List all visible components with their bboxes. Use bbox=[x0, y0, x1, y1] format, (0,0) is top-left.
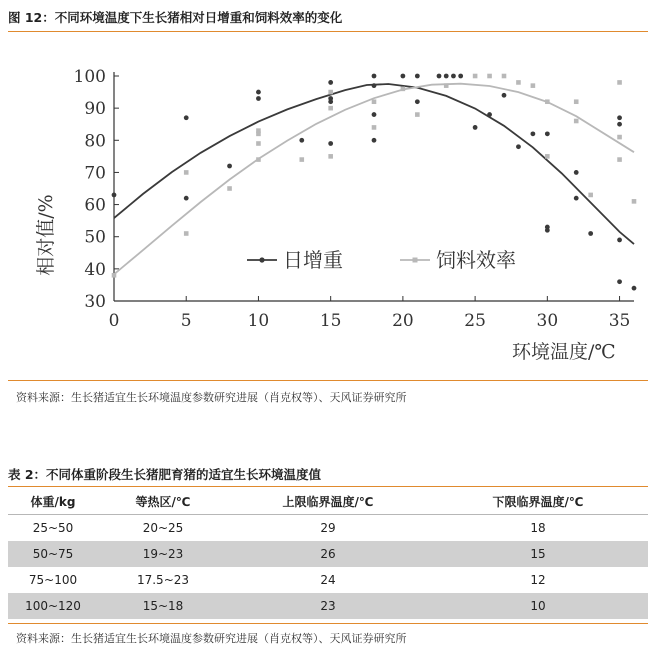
daily-gain-point bbox=[415, 99, 420, 104]
legend-marker-0 bbox=[259, 257, 264, 262]
daily-gain-point bbox=[530, 131, 535, 136]
x-axis-label: 环境温度/℃ bbox=[512, 341, 616, 363]
cell-thermoneutral: 17.5~23 bbox=[136, 573, 190, 587]
figure-title-rule bbox=[8, 31, 648, 32]
daily-gain-point bbox=[451, 74, 456, 79]
feed-efficiency-point bbox=[299, 157, 304, 162]
relative-gain-efficiency-chart bbox=[0, 40, 655, 375]
x-tick-label: 15 bbox=[319, 311, 342, 331]
feed-efficiency-point bbox=[256, 157, 261, 162]
table-bottom-rule bbox=[8, 623, 648, 624]
daily-gain-point bbox=[415, 74, 420, 79]
feed-efficiency-point bbox=[328, 106, 333, 111]
feed-efficiency-point bbox=[531, 83, 536, 88]
y-tick-label: 50 bbox=[84, 227, 106, 248]
feed-efficiency-point bbox=[487, 74, 492, 79]
feed-efficiency-point bbox=[328, 154, 333, 159]
feed-efficiency-point bbox=[112, 273, 117, 278]
x-tick-label: 0 bbox=[108, 311, 120, 331]
y-tick-label: 80 bbox=[84, 131, 106, 152]
cell-thermoneutral: 19~23 bbox=[98, 541, 228, 567]
table-row bbox=[8, 567, 648, 593]
feed-efficiency-point bbox=[574, 119, 579, 124]
cell-upper: 24 bbox=[320, 573, 336, 587]
table-title-rule bbox=[8, 486, 648, 487]
feed-efficiency-point bbox=[184, 231, 189, 236]
daily-gain-point bbox=[184, 115, 189, 120]
cell-weight: 100~120 bbox=[8, 593, 98, 619]
table-row bbox=[8, 593, 648, 619]
figure-source: 资料来源：生长猪适宜生长环境温度参数研究进展（肖克权等）、天风证券研究所 bbox=[16, 391, 407, 404]
feed-efficiency-point bbox=[617, 135, 622, 140]
feed-efficiency-point bbox=[415, 112, 420, 117]
cell-lower: 10 bbox=[428, 593, 648, 619]
table-row bbox=[8, 541, 648, 567]
table-title: 表 2：不同体重阶段生长猪肥育猪的适宜生长环境温度值 bbox=[8, 467, 322, 482]
feed-efficiency-point bbox=[545, 154, 550, 159]
header-weight: 体重/kg bbox=[8, 488, 98, 515]
feed-efficiency-point bbox=[401, 87, 406, 92]
y-tick-label: 100 bbox=[73, 67, 106, 87]
feed-efficiency-point bbox=[588, 193, 593, 198]
daily-gain-point bbox=[328, 99, 333, 104]
x-tick-label: 20 bbox=[392, 311, 414, 331]
x-tick-label: 25 bbox=[464, 311, 486, 331]
cell-upper: 23 bbox=[228, 593, 428, 619]
feed-efficiency-point bbox=[227, 186, 232, 191]
cell-weight: 75~100 bbox=[28, 573, 78, 587]
figure-bottom-rule bbox=[8, 380, 648, 381]
temperature-table bbox=[8, 488, 648, 619]
y-tick-label: 90 bbox=[84, 99, 106, 120]
daily-gain-point bbox=[256, 90, 261, 95]
feed-efficiency-point bbox=[502, 74, 507, 79]
cell-upper: 26 bbox=[228, 541, 428, 567]
daily-gain-point bbox=[458, 74, 463, 79]
daily-gain-point bbox=[487, 112, 492, 117]
cell-weight: 25~50 bbox=[32, 521, 74, 535]
daily-gain-point bbox=[299, 138, 304, 143]
daily-gain-point bbox=[516, 144, 521, 149]
daily-gain-point bbox=[545, 131, 550, 136]
cell-thermoneutral: 20~25 bbox=[142, 521, 184, 535]
feed-efficiency-point bbox=[632, 199, 637, 204]
daily-gain-point bbox=[617, 122, 622, 127]
daily-gain-point bbox=[184, 196, 189, 201]
y-tick-label: 60 bbox=[84, 195, 106, 216]
daily-gain-point bbox=[617, 238, 622, 243]
feed-efficiency-point bbox=[256, 132, 261, 137]
daily-gain-point bbox=[473, 125, 478, 130]
feed-efficiency-point bbox=[372, 125, 377, 130]
daily-gain-point bbox=[256, 96, 261, 101]
daily-gain-point bbox=[617, 115, 622, 120]
daily-gain-point bbox=[545, 228, 550, 233]
feed-efficiency-point bbox=[545, 99, 550, 104]
daily-gain-point bbox=[328, 141, 333, 146]
daily-gain-point bbox=[632, 286, 637, 291]
cell-lower: 12 bbox=[530, 573, 546, 587]
daily-gain-point bbox=[112, 193, 117, 198]
feed-efficiency-point bbox=[444, 83, 449, 88]
feed-efficiency-point bbox=[473, 74, 478, 79]
figure-title: 图 12：不同环境温度下生长猪相对日增重和饲料效率的变化 bbox=[8, 10, 343, 25]
legend-label-1: 饲料效率 bbox=[436, 248, 516, 272]
daily-gain-point bbox=[617, 279, 622, 284]
header-lower-critical: 下限临界温度/℃ bbox=[428, 488, 648, 515]
daily-gain-point bbox=[328, 80, 333, 85]
table-header-row bbox=[8, 488, 648, 515]
y-tick-label: 70 bbox=[84, 163, 106, 184]
series-0-fit-curve bbox=[114, 84, 634, 244]
daily-gain-point bbox=[574, 196, 579, 201]
daily-gain-point bbox=[372, 112, 377, 117]
daily-gain-point bbox=[400, 74, 405, 79]
daily-gain-point bbox=[227, 164, 232, 169]
cell-weight: 50~75 bbox=[8, 541, 98, 567]
feed-efficiency-point bbox=[574, 99, 579, 104]
chart-legend bbox=[247, 248, 516, 272]
x-tick-label: 35 bbox=[608, 311, 631, 331]
feed-efficiency-point bbox=[372, 99, 377, 104]
daily-gain-point bbox=[588, 231, 593, 236]
daily-gain-point bbox=[437, 74, 442, 79]
cell-lower: 15 bbox=[428, 541, 648, 567]
cell-thermoneutral: 15~18 bbox=[98, 593, 228, 619]
x-tick-label: 5 bbox=[180, 311, 192, 331]
daily-gain-point bbox=[502, 93, 507, 98]
x-tick-label: 10 bbox=[247, 311, 270, 331]
daily-gain-point bbox=[372, 83, 377, 88]
header-thermoneutral: 等热区/℃ bbox=[98, 488, 228, 515]
feed-efficiency-point bbox=[328, 90, 333, 95]
cell-upper: 29 bbox=[320, 521, 336, 535]
table-row bbox=[8, 515, 648, 542]
feed-efficiency-point bbox=[256, 141, 261, 146]
feed-efficiency-point bbox=[617, 157, 622, 162]
x-tick-label: 30 bbox=[536, 311, 559, 331]
legend-label-0: 日增重 bbox=[283, 248, 343, 272]
feed-efficiency-point bbox=[617, 80, 622, 85]
feed-efficiency-point bbox=[184, 170, 189, 175]
table-source: 资料来源：生长猪适宜生长环境温度参数研究进展（肖克权等）、天风证券研究所 bbox=[16, 632, 407, 645]
y-tick-label: 30 bbox=[84, 292, 106, 312]
cell-lower: 18 bbox=[530, 521, 546, 535]
legend-marker-1 bbox=[413, 258, 418, 263]
header-upper-critical: 上限临界温度/℃ bbox=[228, 488, 428, 515]
y-tick-label: 40 bbox=[84, 259, 106, 280]
daily-gain-point bbox=[372, 74, 377, 79]
daily-gain-point bbox=[372, 138, 377, 143]
daily-gain-point bbox=[444, 74, 449, 79]
daily-gain-point bbox=[574, 170, 579, 175]
feed-efficiency-point bbox=[516, 80, 521, 85]
y-axis-label: 相对值/% bbox=[35, 194, 57, 276]
